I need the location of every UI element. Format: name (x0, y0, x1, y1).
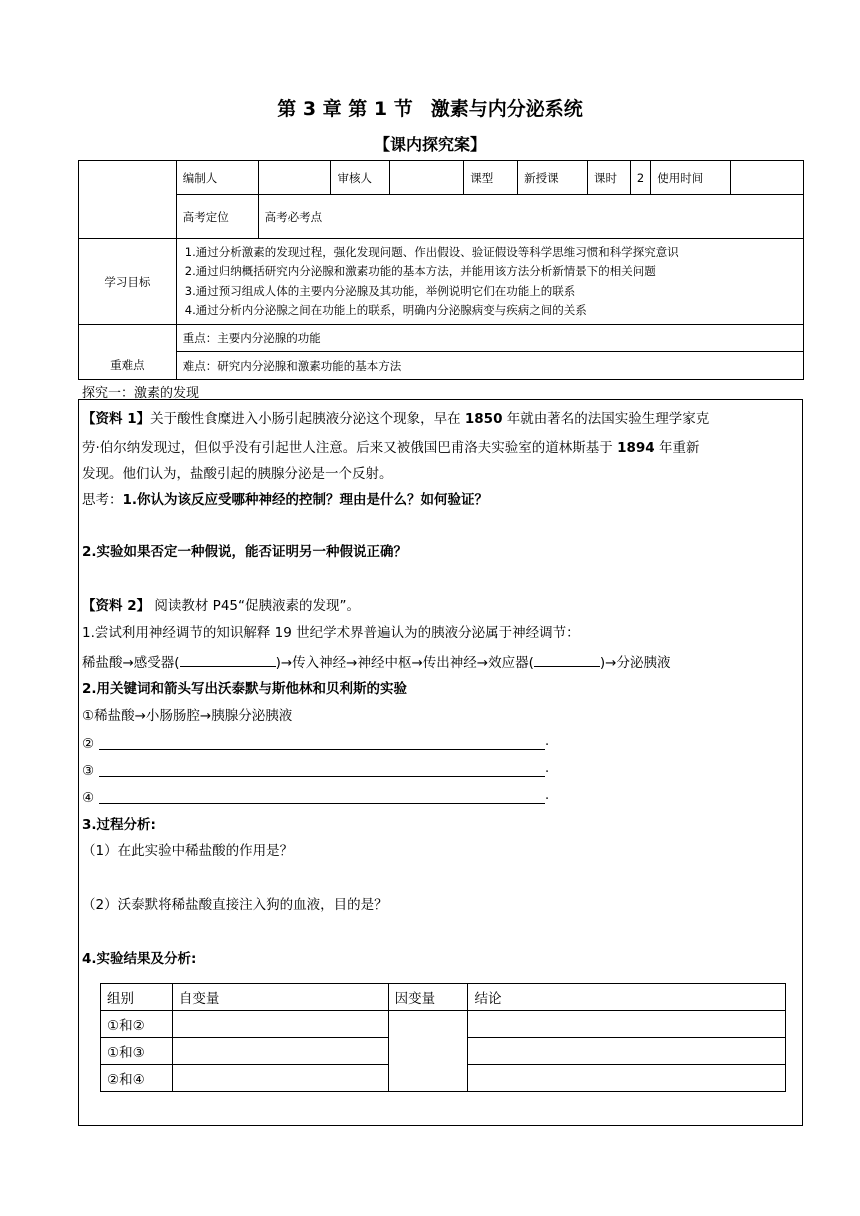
section-label: 探究一：激素的发现 (82, 386, 200, 401)
header-group: 组别 (101, 984, 173, 1011)
question-4: 4.实验结果及分析: (82, 951, 197, 967)
question-1: 1.尝试利用神经调节的知识解释 19 世纪学术界普遍认为的胰液分泌属于神经调节： (82, 625, 580, 641)
page-title: 第 3 章 第 1 节 激素与内分泌系统 (277, 98, 583, 120)
effector-blank[interactable] (534, 652, 600, 667)
header-conclusion: 结论 (468, 984, 786, 1011)
question-2: 2.用关键词和箭头写出沃泰默与斯他林和贝利斯的实验 (82, 681, 408, 697)
experiment-4-label: ④ (82, 790, 95, 806)
editor-value (258, 161, 331, 195)
conclusion-cell[interactable] (468, 1038, 786, 1065)
group-cell: ②和④ (101, 1065, 173, 1092)
experiment-3-period: . (545, 761, 550, 776)
time-value (731, 161, 804, 195)
page-subtitle: 【课内探究案】 (373, 135, 486, 154)
period-value: 2 (630, 161, 650, 195)
key-point: 重点：主要内分泌腺的功能 (176, 325, 803, 352)
question-3-2: （2）沃泰默将稀盐酸直接注入狗的血液，目的是？ (82, 897, 388, 913)
material1-line2: 劳·伯尔纳发现过，但似乎没有引起世人注意。后来又被俄国巴甫洛夫实验室的道林斯基于 1894 年重新 (82, 440, 700, 456)
material1-line1: 【资料 1】关于酸性食糜进入小肠引起胰液分泌这个现象，早在 1850 年就由著名的法国实验生理学家克 (82, 411, 710, 427)
question-3-1: （1）在此实验中稀盐酸的作用是？ (82, 843, 294, 859)
experiment-2-blank[interactable] (99, 733, 545, 750)
reviewer-label: 审核人 (331, 161, 390, 195)
independent-cell[interactable] (172, 1038, 388, 1065)
header-independent: 自变量 (172, 984, 388, 1011)
exam-label: 高考定位 (176, 195, 258, 239)
receptor-blank[interactable] (180, 652, 276, 667)
think-question-1: 思考：1.你认为该反应受哪种神经的控制？理由是什么？如何验证？ (82, 492, 489, 508)
blank-cell (79, 161, 177, 239)
lesson-info-table (78, 160, 804, 380)
conclusion-cell[interactable] (468, 1065, 786, 1092)
experiment-4-blank[interactable] (99, 787, 545, 804)
dependent-cell[interactable] (388, 1011, 468, 1092)
group-cell: ①和② (101, 1011, 173, 1038)
conclusion-cell[interactable] (468, 1011, 786, 1038)
difficult-point: 难点：研究内分泌腺和激素功能的基本方法 (176, 352, 803, 380)
reviewer-value (390, 161, 464, 195)
experiment-3-blank[interactable] (99, 760, 545, 777)
goal-item: 1.通过分析激素的发现过程，强化发现问题、作出假设、验证假设等科学思维习惯和科学探究意识 (184, 244, 679, 259)
experiment-1: ①稀盐酸→小肠肠腔→胰腺分泌胰液 (82, 708, 293, 724)
table-row (101, 1011, 786, 1038)
material1-line3: 发现。他们认为，盐酸引起的胰腺分泌是一个反射。 (82, 466, 393, 482)
think-question-2: 2.实验如果否定一种假说，能否证明另一种假说正确？ (82, 544, 408, 560)
group-cell: ①和③ (101, 1038, 173, 1065)
question-3: 3.过程分析: (82, 817, 156, 833)
independent-cell[interactable] (172, 1065, 388, 1092)
goals-list (176, 239, 803, 325)
material2-heading: 【资料 2】 阅读教材 P45“促胰液素的发现”。 (82, 598, 360, 614)
goal-item: 4.通过分析内分泌腺之间在功能上的联系，明确内分泌腺病变与疾病之间的关系 (184, 303, 587, 317)
key-label: 重难点 (79, 325, 177, 380)
type-label: 课型 (464, 161, 518, 195)
goal-item: 3.通过预习组成人体的主要内分泌腺及其功能，举例说明它们在功能上的联系 (184, 283, 576, 298)
time-label: 使用时间 (651, 161, 731, 195)
goal-item: 2.通过归纳概括研究内分泌腺和激素功能的基本方法，并能用该方法分析新情景下的相关问题 (184, 264, 656, 278)
goals-label: 学习目标 (79, 239, 177, 325)
period-label: 课时 (587, 161, 630, 195)
editor-label: 编制人 (176, 161, 258, 195)
exam-value: 高考必考点 (258, 195, 803, 239)
reflex-chain: 稀盐酸→感受器( )→传入神经→神经中枢→传出神经→效应器( )→分泌胰液 (82, 652, 670, 673)
experiment-4-period: . (545, 788, 550, 803)
experiment-3-label: ③ (82, 763, 95, 779)
header-dependent: 因变量 (388, 984, 468, 1011)
experiment-2-label: ② (82, 736, 95, 752)
experiment-2-period: . (545, 734, 550, 749)
result-table (100, 983, 786, 1092)
type-value: 新授课 (518, 161, 588, 195)
independent-cell[interactable] (172, 1011, 388, 1038)
